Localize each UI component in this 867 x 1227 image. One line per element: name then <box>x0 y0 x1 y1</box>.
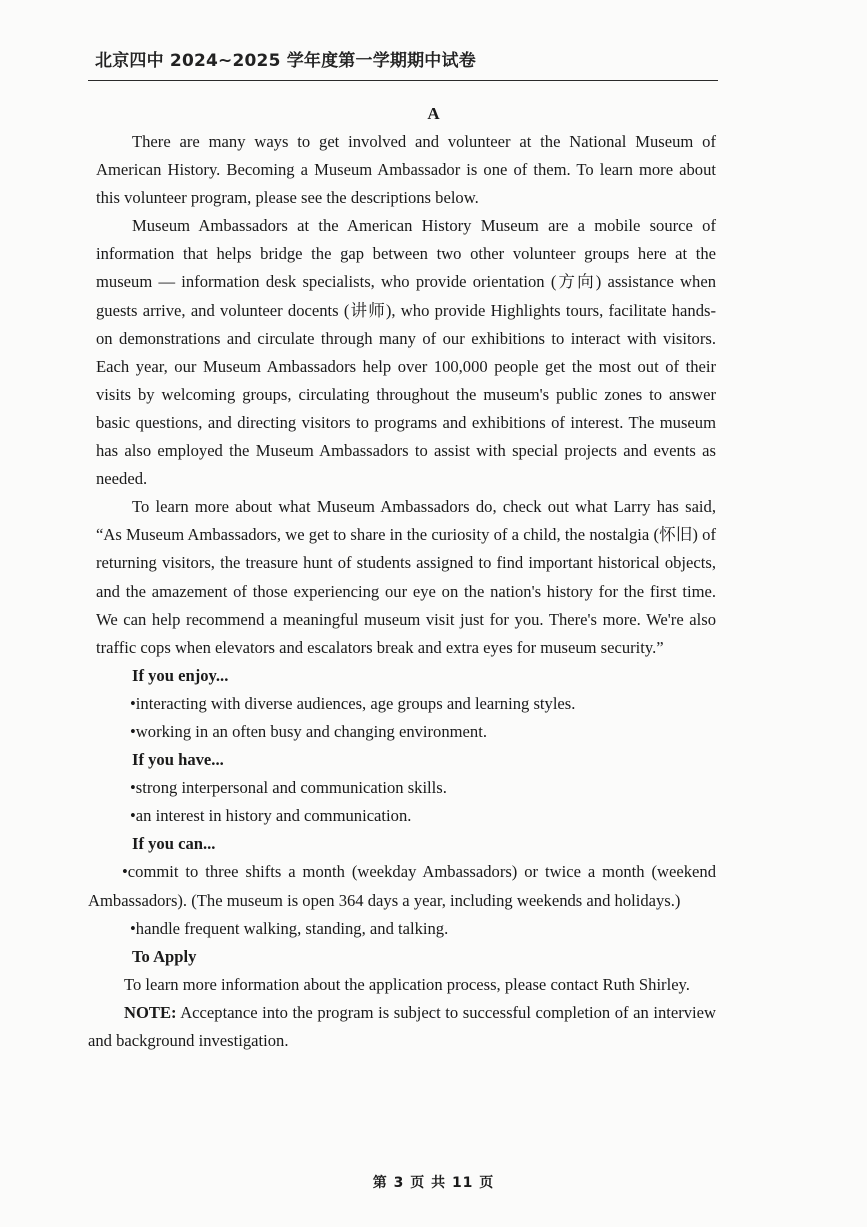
heading-if-you-enjoy: If you enjoy... <box>132 665 229 685</box>
page-number: 第 3 页 共 11 页 <box>372 1175 495 1191</box>
heading-to-apply: To Apply <box>132 946 197 966</box>
paragraph-note <box>88 999 716 1055</box>
list-item: •commit to three shifts a month (weekday Ambassadors) or twice a month (weekend Ambassadors). (The museum is open 364 days a year, including weekends and holidays.) <box>88 862 716 910</box>
exam-header: 北京四中 2024~2025 学年度第一学期期中试卷 <box>95 51 476 71</box>
heading-if-you-can: If you can... <box>132 834 216 854</box>
note-text: Acceptance into the program is subject to successful completion of an interview and background investigation. <box>88 1002 716 1050</box>
paragraph-apply: To learn more information about the application process, please contact Ruth Shirley. <box>124 974 690 994</box>
paragraph-ambassadors: Museum Ambassadors at the American History Museum are a mobile source of information that helps bridge the gap between two other volunteer groups here at the museum — information desk specialists, who provide orientation (方向) assistance when guests arrive, and volunteer docents (讲师), who provide Highlights tours, facilitate hands-on demonstrations and circulate through many of our exhibitions to interact with visitors. Each year, our Museum Ambassadors help over 100,000 people get the most out of their visits by welcoming groups, circulating throughout the museum's public zones to answer basic questions, and directing visitors to programs and exhibitions of interest. The museum has also employed the Museum Ambassadors to assist with special projects and events as needed. <box>96 216 716 489</box>
passage-body <box>88 128 716 1055</box>
heading-if-you-have: If you have... <box>132 750 224 770</box>
note-label: NOTE: <box>124 1002 177 1022</box>
paragraph-intro: There are many ways to get involved and volunteer at the National Museum of American History. Becoming a Museum Ambassador is one of them. To learn more about this volunteer program, please see the descriptions below. <box>96 132 716 208</box>
list-item: •working in an often busy and changing environment. <box>130 721 487 741</box>
list-item: •interacting with diverse audiences, age groups and learning styles. <box>130 693 576 713</box>
paragraph-larry-quote: To learn more about what Museum Ambassadors do, check out what Larry has said, “As Museum Ambassadors, we get to share in the curiosity of a child, the nostalgia (怀旧) of returning visitors, the treasure hunt of students assigned to find important historical objects, and the amazement of those experiencing our eye on the nation's history for the first time. We can help recommend a meaningful museum visit just for you. There's more. We're also traffic cops when elevators and escalators break and extra eyes for museum security.” <box>96 497 716 657</box>
list-item: •handle frequent walking, standing, and talking. <box>130 918 449 938</box>
list-item: •strong interpersonal and communication skills. <box>130 778 447 798</box>
section-letter: A <box>427 104 440 123</box>
header-divider <box>88 80 718 81</box>
list-item: •an interest in history and communication. <box>130 806 412 826</box>
